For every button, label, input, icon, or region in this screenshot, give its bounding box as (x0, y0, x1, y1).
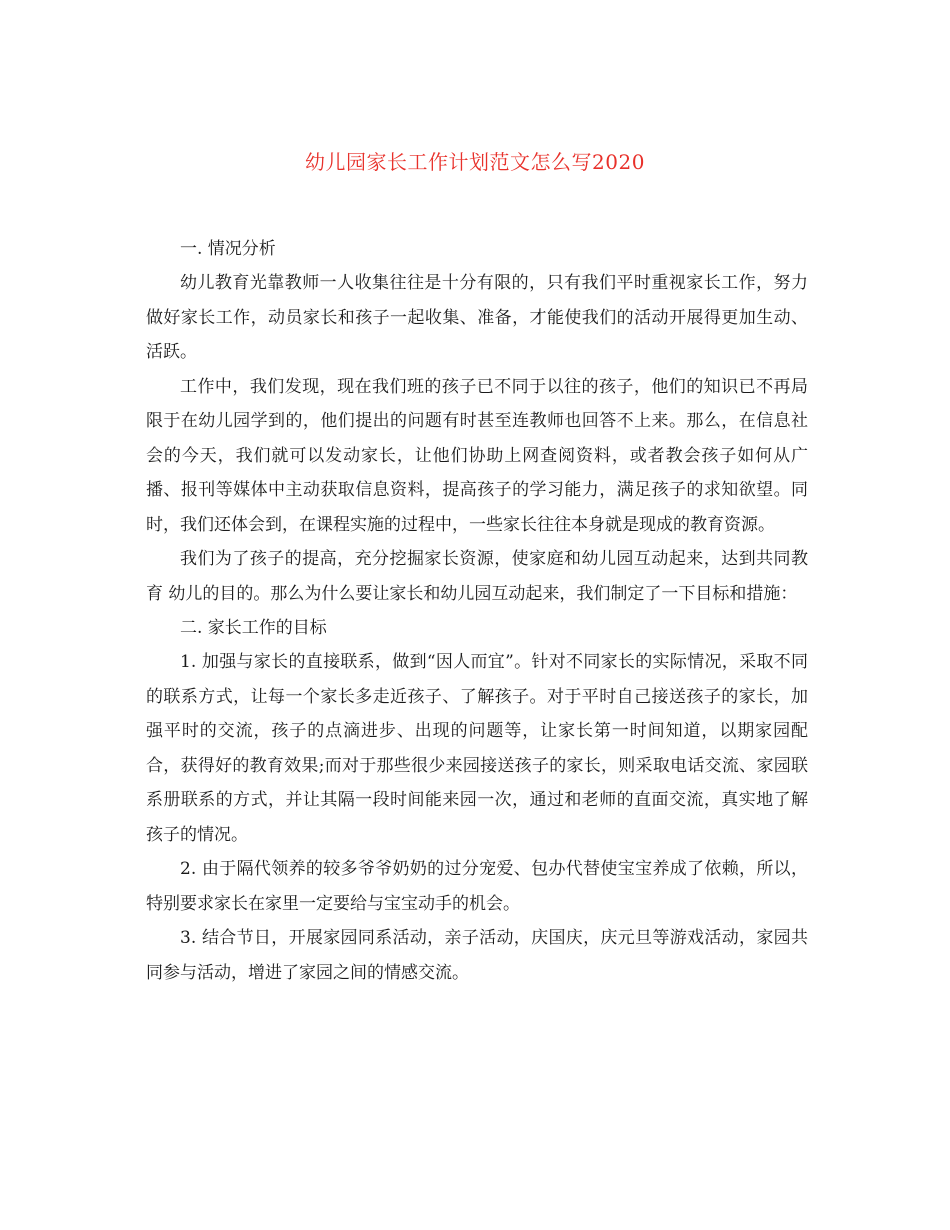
paragraph: 幼儿教育光靠教师一人收集往往是十分有限的，只有我们平时重视家长工作，努力做好家长工作，动员家长和孩子一起收集、准备，才能使我们的活动开展得更加生动、活跃。 (146, 273, 808, 362)
numbered-paragraph: 2. 由于隔代领养的较多爷爷奶奶的过分宠爱、包办代替使宝宝养成了依赖，所以，特别要求家长在家里一定要给与宝宝动手的机会。 (146, 859, 808, 914)
section-heading-goals: 二. 家长工作的目标 (180, 618, 327, 638)
numbered-paragraph: 1. 加强与家长的直接联系，做到“因人而宜”。针对不同家长的实际情况，采取不同的联系方式，让每一个家长多走近孩子、了解孩子。对于平时自己接送孩子的家长，加强平时的交流，孩子的点滴进步、出现的问题等，让家长第一时间知道，以期家园配合，获得好的教育效果;而对于那些很少来园接送孩子的家长，则采取电话交流、家园联系册联系的方式，并让其隔一段时间能来园一次，通过和老师的直面交流，真实地了解孩子的情况。 (146, 652, 808, 845)
document-title: 幼儿园家长工作计划范文怎么写2020 (305, 150, 645, 174)
numbered-paragraph: 3. 结合节日，开展家园同系活动，亲子活动，庆国庆，庆元旦等游戏活动，家园共同参与活动，增进了家园之间的情感交流。 (146, 928, 808, 983)
paragraph: 我们为了孩子的提高，充分挖掘家长资源，使家庭和幼儿园互动起来，达到共同教育 幼儿的目的。那么为什么要让家长和幼儿园互动起来，我们制定了一下目标和措施： (146, 549, 808, 604)
document-body (146, 232, 808, 990)
paragraph: 工作中，我们发现，现在我们班的孩子已不同于以往的孩子，他们的知识已不再局限于在幼儿园学到的，他们提出的问题有时甚至连教师也回答不上来。那么，在信息社会的今天，我们就可以发动家长，让他们协助上网查阅资料，或者教会孩子如何从广播、报刊等媒体中主动获取信息资料，提高孩子的学习能力，满足孩子的求知欲望。同时，我们还体会到，在课程实施的过程中，一些家长往往本身就是现成的教育资源。 (146, 376, 808, 535)
section-heading-situation-analysis: 一. 情况分析 (180, 239, 276, 259)
